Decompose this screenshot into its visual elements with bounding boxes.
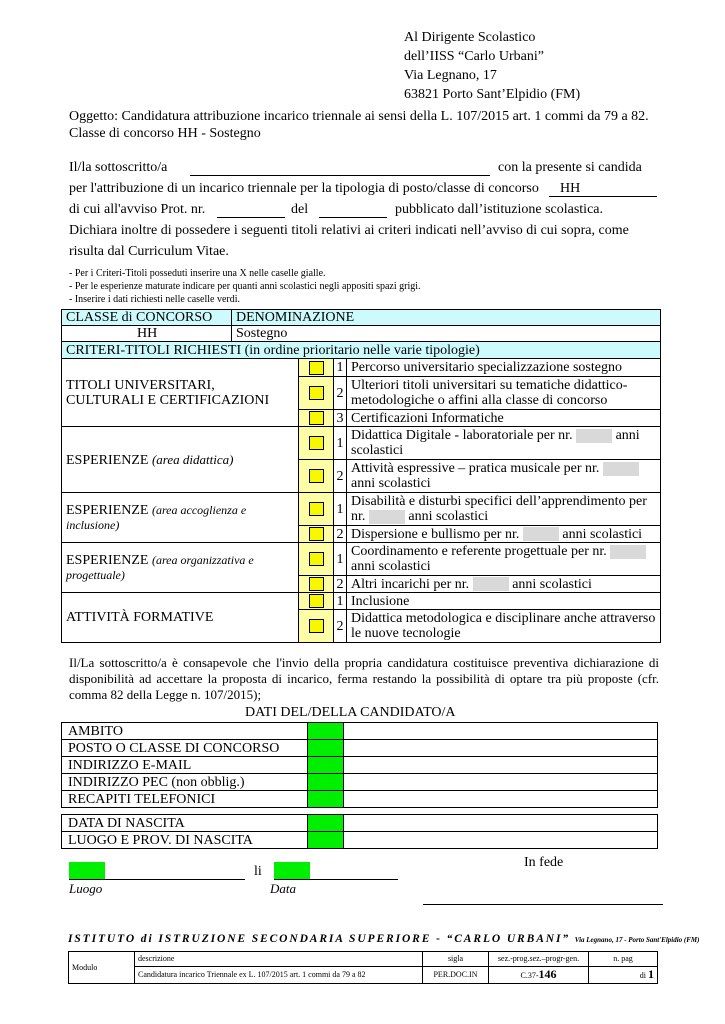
in-fede: In fede [524, 855, 564, 870]
item-number: 1 [334, 493, 347, 526]
luogo-field[interactable] [69, 862, 105, 879]
criterion-text: Percorso universitario specializzazione sostegno [347, 359, 661, 377]
luogo-nascita-field[interactable] [308, 832, 344, 849]
posto-field[interactable] [308, 740, 344, 757]
address-line: dell’IISS “Carlo Urbani” [404, 49, 544, 64]
group-label: ESPERIENZE [66, 452, 149, 468]
footer-table [68, 951, 658, 984]
group-sublabel: (area organizzativa e progettuale) [66, 552, 254, 582]
denominazione-value: Sostegno [232, 326, 661, 342]
criteria-table [61, 309, 661, 643]
years-field[interactable] [576, 429, 612, 443]
years-field[interactable] [369, 510, 405, 524]
criterion-text: Inclusione [347, 593, 661, 610]
sez-value [489, 967, 589, 984]
years-field[interactable] [523, 527, 559, 541]
telefono-value[interactable] [344, 791, 658, 808]
declaration: Il/La sottoscritto/a è consapevole che l'invio della propria candidatura costituisce preventiva dichiarazione di disponibilità ad accettare la proposta di incarico, ferma restando la possibilità di optare tra più proposte (cfr. comma 82 della Legge n. 107/2015); [69, 655, 659, 702]
sigla-value: PER.DOC.IN [423, 967, 489, 984]
checkbox[interactable] [309, 527, 324, 541]
years-field[interactable] [603, 462, 639, 476]
li-label: li [254, 864, 262, 879]
checkbox[interactable] [309, 411, 324, 425]
prot-blank[interactable] [217, 217, 285, 218]
address-line: 63821 Porto Sant’Elpidio (FM) [404, 87, 581, 102]
data-field[interactable] [274, 862, 310, 879]
telefono-field[interactable] [308, 791, 344, 808]
email-value[interactable] [344, 757, 658, 774]
criterion-part: anni scolastici [351, 476, 431, 491]
intro-sottoscritto: Il/la sottoscritto/a [69, 160, 168, 175]
institute-name: ISTITUTO di ISTRUZIONE SECONDARIA SUPERIORE - “CARLO URBANI” [68, 933, 571, 945]
criterion-part: Dispersione e bullismo per nr. [351, 526, 520, 542]
criterion-part: anni scolastici [351, 428, 640, 458]
class-blank[interactable] [549, 196, 657, 197]
subject [69, 108, 669, 142]
institute-address: Via Legnano, 17 - Porto Sant'Elpidio (FM) [574, 936, 700, 944]
intro-line4: Dichiara inoltre di possedere i seguenti titoli relativi ai criteri indicati nell’avviso di cui sopra, come [69, 223, 629, 238]
item-number: 1 [334, 359, 347, 377]
luogo-caption: Luogo [69, 881, 103, 896]
criterion-text [347, 427, 661, 460]
criterion-text [347, 526, 661, 543]
criterion-text [347, 493, 661, 526]
criterion-text: Certificazioni Informatiche [347, 410, 661, 427]
label-telefono: RECAPITI TELEFONICI [62, 791, 308, 808]
header-denominazione: DENOMINAZIONE [232, 310, 661, 326]
pag-value [589, 967, 658, 984]
sez-prefix: C.37- [520, 971, 539, 980]
header-sigla: sigla [423, 952, 489, 967]
dati-title: DATI DEL/DELLA CANDIDATO/A [245, 705, 456, 720]
group-esperienze-inclusione [62, 493, 299, 543]
item-number: 1 [334, 427, 347, 460]
item-number: 2 [334, 460, 347, 493]
checkbox[interactable] [309, 469, 324, 483]
criterion-part: anni scolastici [408, 509, 489, 524]
label-pec: INDIRIZZO PEC (non obblig.) [62, 774, 308, 791]
ambito-value[interactable] [344, 723, 658, 740]
modulo-label: Modulo [69, 952, 135, 984]
item-number: 1 [334, 593, 347, 610]
item-number: 1 [334, 543, 347, 576]
group-titoli-universitari: TITOLI UNIVERSITARI, CULTURALI E CERTIFICAZIONI [62, 359, 299, 427]
label-luogo-nascita: LUOGO E PROV. DI NASCITA [62, 832, 308, 849]
criterion-text [347, 543, 661, 576]
group-label: ESPERIENZE [66, 552, 149, 568]
subject-line: Oggetto: Candidatura attribuzione incarico triennale ai sensi della L. 107/2015 art. 1 commi da 79 a 82. [69, 109, 649, 124]
label-ambito: AMBITO [62, 723, 308, 740]
checkbox[interactable] [309, 594, 324, 608]
criterion-part: anni scolastici [512, 576, 592, 592]
posto-value[interactable] [344, 740, 658, 757]
criterion-part: Disabilità e disturbi specifici dell’apprendimento per nr. [351, 494, 647, 524]
pec-field[interactable] [308, 774, 344, 791]
header-classe: CLASSE di CONCORSO [62, 310, 232, 326]
sez-number: 146 [538, 967, 557, 981]
instruction-item: - Per le esperienze maturate indicare per quanti anni scolastici negli appositi spazi grigi. [69, 281, 421, 292]
item-number: 2 [334, 576, 347, 593]
date-blank[interactable] [319, 217, 387, 218]
criterion-part: anni scolastici [351, 559, 431, 574]
name-blank[interactable] [190, 175, 490, 176]
instruction-item: - Inserire i dati richiesti nelle caselle verdi. [69, 294, 241, 305]
header-sez: sez.-prog.sez.–progr-gen. [489, 952, 589, 967]
header-criteri: CRITERI-TITOLI RICHIESTI (in ordine prioritario nelle varie tipologie) [62, 342, 661, 359]
group-label: ESPERIENZE [66, 502, 149, 518]
intro-line2: per l'attribuzione di un incarico triennale per la tipologia di posto/classe di concorso [69, 181, 539, 196]
candidate-data-table [61, 722, 658, 808]
group-sublabel: (area didattica) [151, 451, 234, 467]
criterion-part: Coordinamento e referente progettuale per nr. [351, 544, 607, 559]
group-esperienze-organizzativa [62, 543, 299, 593]
intro-pubblicato: pubblicato dall’istituzione scolastica. [395, 202, 603, 217]
data-nascita-value[interactable] [344, 815, 658, 832]
checkbox[interactable] [309, 552, 324, 566]
ambito-field[interactable] [308, 723, 344, 740]
criterion-part: Attività espressive – pratica musicale per nr. [351, 461, 600, 476]
checkbox[interactable] [309, 577, 324, 591]
item-number: 2 [334, 377, 347, 410]
item-number: 2 [334, 610, 347, 643]
pag-number: 1 [648, 967, 654, 981]
data-nascita-field[interactable] [308, 815, 344, 832]
instruction-item: - Per i Criteri-Titoli posseduti inserire una X nelle caselle gialle. [69, 268, 326, 279]
criterion-text [347, 576, 661, 593]
item-number: 2 [334, 526, 347, 543]
label-posto: POSTO O CLASSE DI CONCORSO [62, 740, 308, 757]
criterion-part: anni scolastici [562, 526, 643, 542]
pec-value[interactable] [344, 774, 658, 791]
intro-presente: con la presente si candida [498, 160, 642, 175]
item-number: 3 [334, 410, 347, 427]
group-sublabel: (area accoglienza e inclusione) [66, 502, 247, 532]
intro-del: del [291, 202, 309, 217]
instructions [69, 267, 421, 306]
email-field[interactable] [308, 757, 344, 774]
header-npag: n. pag [589, 952, 658, 967]
group-attivita-formative: ATTIVITÀ FORMATIVE [62, 593, 299, 643]
checkbox[interactable] [309, 361, 324, 375]
address-line: Al Dirigente Scolastico [404, 30, 536, 45]
years-field[interactable] [610, 545, 646, 559]
criterion-text: Ulteriori titoli universitari su tematiche didattico-metodologiche o affini alla classe di concorso [347, 377, 661, 410]
intro-line5: risulta dal Curriculum Vitae. [69, 244, 229, 259]
footer-institute [68, 933, 699, 945]
group-esperienze-didattica [62, 427, 299, 493]
recipient-address [404, 28, 580, 104]
label-data-nascita: DATA DI NASCITA [62, 815, 308, 832]
luogo-nascita-value[interactable] [344, 832, 658, 849]
header-descrizione: descrizione [135, 952, 423, 967]
signature-line[interactable] [423, 904, 663, 905]
address-line: Via Legnano, 17 [404, 68, 497, 83]
years-field[interactable] [473, 577, 509, 591]
checkbox[interactable] [309, 386, 324, 400]
pag-di: di [639, 971, 646, 980]
checkbox[interactable] [309, 502, 324, 516]
subject-line: Classe di concorso HH - Sostegno [69, 126, 261, 141]
descrizione-value: Candidatura incarico Triennale ex L. 107/2015 art. 1 commi da 79 a 82 [135, 967, 423, 984]
checkbox[interactable] [309, 436, 324, 450]
class-value: HH [560, 181, 581, 196]
criterion-text: Didattica metodologica e disciplinare anche attraverso le nuove tecnologie [347, 610, 661, 643]
intro-prot: di cui all'avviso Prot. nr. [69, 202, 206, 217]
classe-value: HH [62, 326, 232, 342]
label-email: INDIRIZZO E-MAIL [62, 757, 308, 774]
checkbox[interactable] [309, 619, 324, 633]
criterion-part: Altri incarichi per nr. [351, 576, 470, 592]
criterion-text [347, 460, 661, 493]
data-caption: Data [270, 881, 296, 896]
birth-data-table [61, 814, 658, 849]
criterion-part: Didattica Digitale - laboratoriale per nr. [351, 428, 573, 443]
